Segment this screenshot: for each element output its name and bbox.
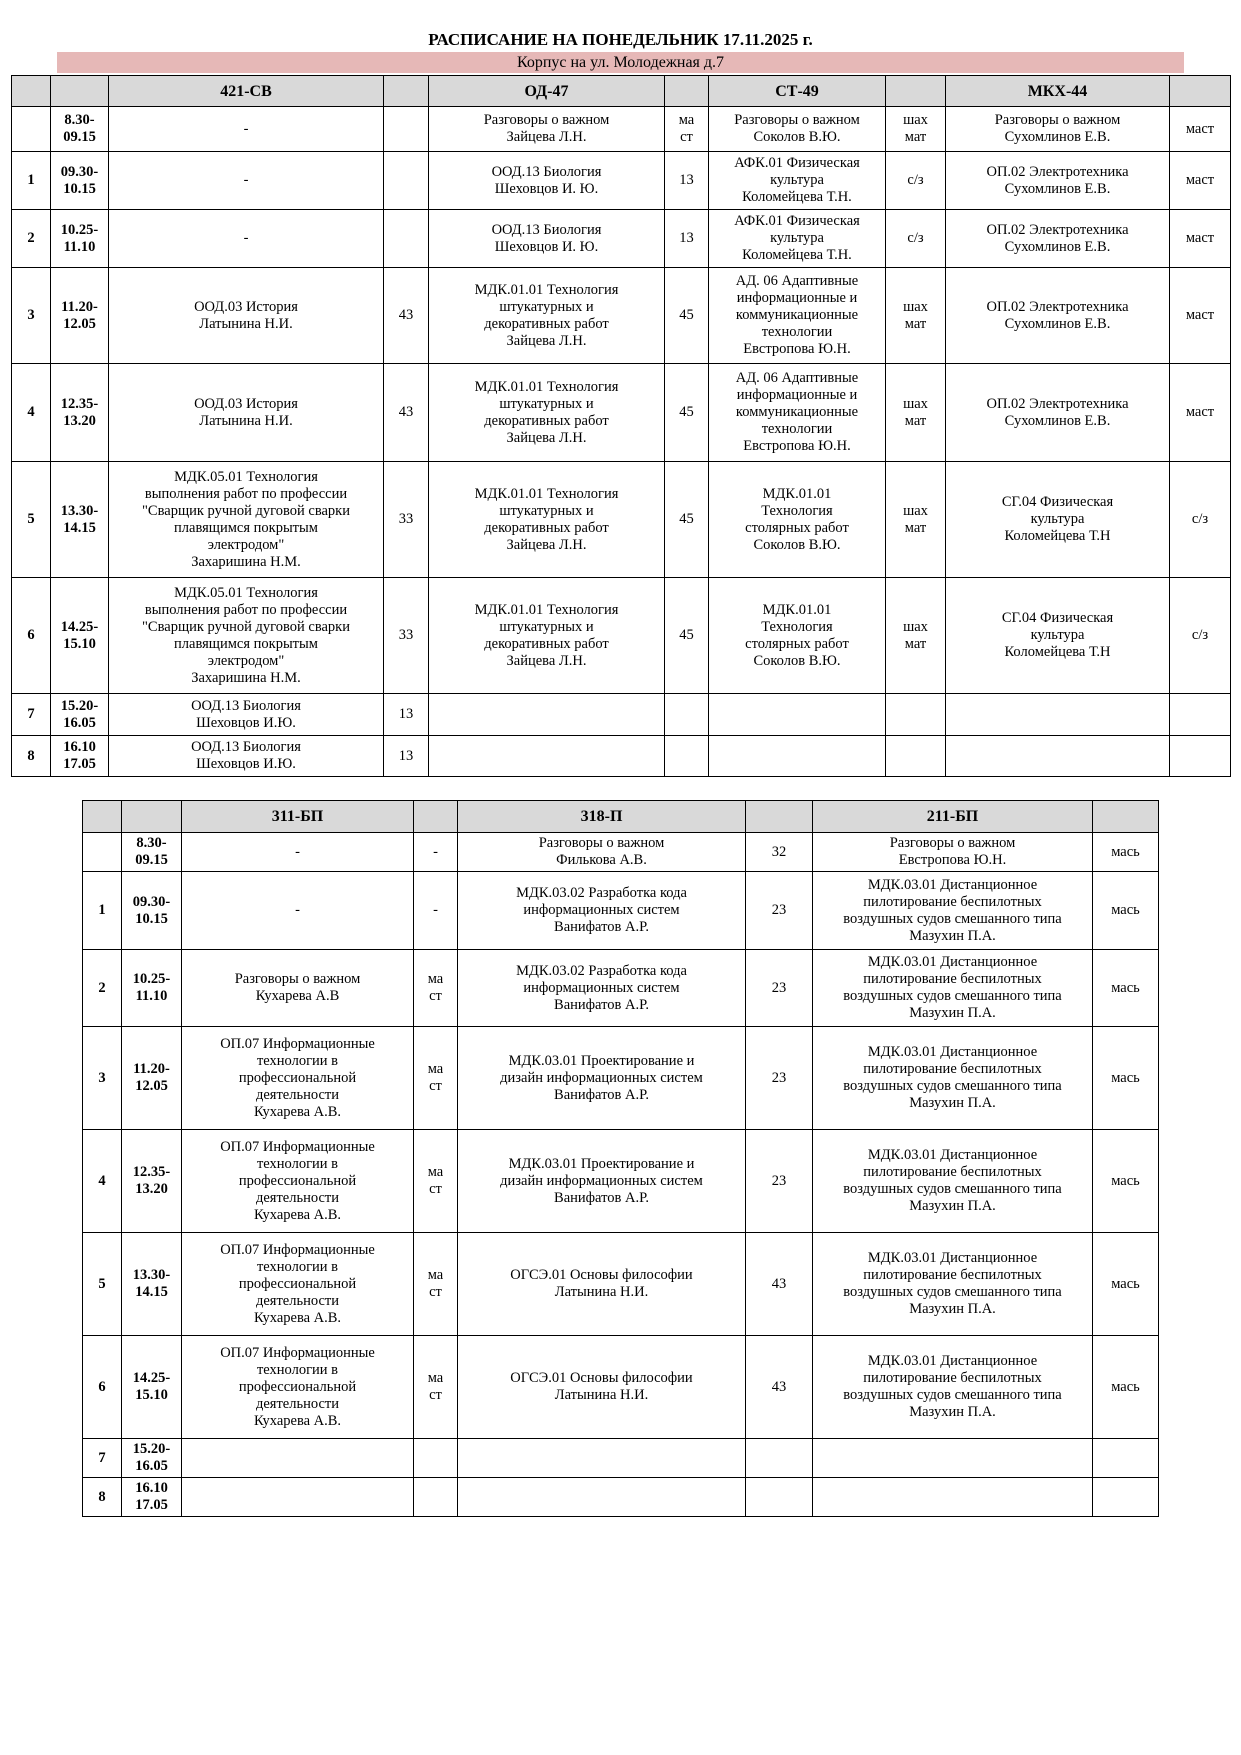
lesson-room: шах мат [886,107,946,152]
lesson-subject: МДК.05.01 Технология выполнения работ по профессии "Сварщик ручной дуговой сварки плавящимся покрытым электродом" Захаришина Н.М. [109,462,384,578]
table-row [12,107,1231,152]
lesson-subject: ОП.02 Электротехника Сухомлинов Е.В. [946,364,1170,462]
table-row [12,578,1231,694]
lesson-time: 14.25- 15.10 [51,578,109,694]
schedule-table-2 [82,800,1159,1517]
table-row [83,872,1159,950]
lesson-room: ма ст [414,950,458,1027]
lesson-room [746,1478,813,1517]
lesson-subject: АФК.01 Физическая культура Коломейцева Т.Н. [709,210,886,268]
lesson-room: - [414,833,458,872]
lesson-room: с/з [1170,578,1231,694]
lesson-subject: МДК.03.01 Дистанционное пилотирование беспилотных воздушных судов смешанного типа Мазухин П.А. [813,1336,1093,1439]
lesson-subject [182,1478,414,1517]
lesson-number: 5 [12,462,51,578]
lesson-room: маст [1170,152,1231,210]
lesson-number: 5 [83,1233,122,1336]
room-header [665,76,709,107]
lesson-room [384,152,429,210]
lesson-subject: Разговоры о важном Сухомлинов Е.В. [946,107,1170,152]
lesson-subject: Разговоры о важном Филькова А.В. [458,833,746,872]
table-row [83,950,1159,1027]
lesson-room: ма ст [414,1233,458,1336]
lesson-subject: АД. 06 Адаптивные информационные и коммуникационные технологии Евстропова Ю.Н. [709,268,886,364]
lesson-subject: АД. 06 Адаптивные информационные и коммуникационные технологии Евстропова Ю.Н. [709,364,886,462]
lesson-room [665,736,709,777]
lesson-time: 8.30- 09.15 [122,833,182,872]
lesson-time: 12.35- 13.20 [51,364,109,462]
lesson-room: маст [1170,364,1231,462]
lesson-time: 12.35- 13.20 [122,1130,182,1233]
lesson-subject: ОП.07 Информационные технологии в профессиональной деятельности Кухарева А.В. [182,1027,414,1130]
lesson-time: 13.30- 14.15 [122,1233,182,1336]
group-header: МКХ-44 [946,76,1170,107]
table-row [12,364,1231,462]
lesson-subject: ООД.03 История Латынина Н.И. [109,268,384,364]
lesson-room: шах мат [886,578,946,694]
lesson-number: 1 [83,872,122,950]
lesson-time: 13.30- 14.15 [51,462,109,578]
lesson-room: мась [1093,1233,1159,1336]
lesson-time: 15.20- 16.05 [122,1439,182,1478]
lesson-room: 33 [384,578,429,694]
lesson-room: мась [1093,833,1159,872]
lesson-time: 14.25- 15.10 [122,1336,182,1439]
lesson-subject: МДК.03.01 Дистанционное пилотирование беспилотных воздушных судов смешанного типа Мазухин П.А. [813,950,1093,1027]
lesson-room: 32 [746,833,813,872]
lesson-number [83,833,122,872]
lesson-time: 09.30- 10.15 [51,152,109,210]
lesson-number: 6 [83,1336,122,1439]
lesson-subject: ООД.13 Биология Шеховцов И.Ю. [109,694,384,736]
lesson-number: 7 [83,1439,122,1478]
lesson-subject: МДК.03.01 Дистанционное пилотирование беспилотных воздушных судов смешанного типа Мазухин П.А. [813,1027,1093,1130]
lesson-subject: Разговоры о важном Кухарева А.В [182,950,414,1027]
room-header [384,76,429,107]
group-header: СТ-49 [709,76,886,107]
lesson-room: ма ст [414,1336,458,1439]
group-header: 421-СВ [109,76,384,107]
lesson-room: мась [1093,1336,1159,1439]
lesson-room: - [414,872,458,950]
lesson-subject: МДК.03.01 Проектирование и дизайн информационных систем Ванифатов А.Р. [458,1130,746,1233]
table-row [83,833,1159,872]
lesson-room: 13 [384,694,429,736]
lesson-subject: ООД.13 Биология Шеховцов И.Ю. [109,736,384,777]
lesson-subject [813,1478,1093,1517]
lesson-time: 15.20- 16.05 [51,694,109,736]
table-row [12,694,1231,736]
schedule-table-1 [11,75,1231,777]
table-row [12,462,1231,578]
building-subtitle: Корпус на ул. Молодежная д.7 [57,52,1184,73]
lesson-subject: МДК.01.01 Технология штукатурных и декоративных работ Зайцева Л.Н. [429,268,665,364]
lesson-room [746,1439,813,1478]
lesson-room: 13 [665,152,709,210]
lesson-room: шах мат [886,268,946,364]
header-num-cell [83,801,122,833]
table-row [83,1233,1159,1336]
lesson-subject [709,694,886,736]
lesson-room: 23 [746,950,813,1027]
lesson-room [1170,736,1231,777]
lesson-room: шах мат [886,462,946,578]
header-row [12,76,1231,107]
lesson-room: 13 [384,736,429,777]
lesson-room [1093,1439,1159,1478]
lesson-room [1093,1478,1159,1517]
lesson-room: 23 [746,1130,813,1233]
lesson-subject: ОГСЭ.01 Основы философии Латынина Н.И. [458,1336,746,1439]
lesson-time: 16.10 17.05 [51,736,109,777]
lesson-subject: ОП.07 Информационные технологии в профессиональной деятельности Кухарева А.В. [182,1130,414,1233]
lesson-room: маст [1170,268,1231,364]
lesson-room: с/з [886,210,946,268]
lesson-subject: СГ.04 Физическая культура Коломейцева Т.Н [946,462,1170,578]
lesson-subject: МДК.05.01 Технология выполнения работ по профессии "Сварщик ручной дуговой сварки плавящимся покрытым электродом" Захаришина Н.М. [109,578,384,694]
lesson-room [384,210,429,268]
lesson-room: 43 [746,1233,813,1336]
lesson-number: 6 [12,578,51,694]
lesson-number: 1 [12,152,51,210]
lesson-subject: МДК.01.01 Технология штукатурных и декоративных работ Зайцева Л.Н. [429,462,665,578]
lesson-time: 11.20- 12.05 [51,268,109,364]
room-header [746,801,813,833]
table-row [12,268,1231,364]
lesson-room: с/з [1170,462,1231,578]
lesson-room [414,1478,458,1517]
group-header: 211-БП [813,801,1093,833]
lesson-subject: МДК.03.01 Проектирование и дизайн информационных систем Ванифатов А.Р. [458,1027,746,1130]
lesson-subject: Разговоры о важном Зайцева Л.Н. [429,107,665,152]
lesson-subject [458,1439,746,1478]
lesson-subject: МДК.03.02 Разработка кода информационных систем Ванифатов А.Р. [458,872,746,950]
room-header [1093,801,1159,833]
lesson-subject [429,736,665,777]
lesson-subject: ОП.02 Электротехника Сухомлинов Е.В. [946,210,1170,268]
header-row [83,801,1159,833]
lesson-number: 8 [83,1478,122,1517]
group-header: 311-БП [182,801,414,833]
lesson-room: шах мат [886,364,946,462]
header-time-cell [51,76,109,107]
table-row [12,210,1231,268]
lesson-room: 45 [665,578,709,694]
lesson-number: 4 [12,364,51,462]
lesson-number: 2 [83,950,122,1027]
lesson-room: с/з [886,152,946,210]
lesson-number: 2 [12,210,51,268]
lesson-subject: - [109,152,384,210]
lesson-room: 23 [746,872,813,950]
lesson-room [414,1439,458,1478]
lesson-room [886,694,946,736]
lesson-room [1170,694,1231,736]
lesson-subject: МДК.01.01 Технология штукатурных и декоративных работ Зайцева Л.Н. [429,364,665,462]
lesson-subject [458,1478,746,1517]
header-time-cell [122,801,182,833]
group-header: ОД-47 [429,76,665,107]
lesson-subject [813,1439,1093,1478]
lesson-subject [182,1439,414,1478]
lesson-subject: - [182,833,414,872]
lesson-subject: МДК.03.02 Разработка кода информационных систем Ванифатов А.Р. [458,950,746,1027]
lesson-time: 10.25- 11.10 [122,950,182,1027]
lesson-room: ма ст [414,1130,458,1233]
table-row [83,1130,1159,1233]
lesson-time: 10.25- 11.10 [51,210,109,268]
lesson-time: 09.30- 10.15 [122,872,182,950]
lesson-room: мась [1093,1130,1159,1233]
lesson-time: 11.20- 12.05 [122,1027,182,1130]
lesson-room [384,107,429,152]
lesson-subject: МДК.03.01 Дистанционное пилотирование беспилотных воздушных судов смешанного типа Мазухин П.А. [813,872,1093,950]
header-num-cell [12,76,51,107]
table-row [83,1027,1159,1130]
lesson-number: 3 [12,268,51,364]
room-header [414,801,458,833]
lesson-subject [946,736,1170,777]
lesson-number: 8 [12,736,51,777]
lesson-subject: ООД.13 Биология Шеховцов И. Ю. [429,210,665,268]
lesson-room [886,736,946,777]
lesson-room: 43 [384,268,429,364]
lesson-room: маст [1170,210,1231,268]
lesson-room: маст [1170,107,1231,152]
lesson-subject: МДК.01.01 Технология штукатурных и декоративных работ Зайцева Л.Н. [429,578,665,694]
lesson-subject: ОП.07 Информационные технологии в профессиональной деятельности Кухарева А.В. [182,1233,414,1336]
lesson-room: 43 [384,364,429,462]
room-header [886,76,946,107]
table-row [83,1336,1159,1439]
lesson-room: ма ст [414,1027,458,1130]
lesson-subject: МДК.01.01 Технология столярных работ Соколов В.Ю. [709,578,886,694]
lesson-subject: Разговоры о важном Евстропова Ю.Н. [813,833,1093,872]
lesson-subject: - [109,107,384,152]
lesson-subject: СГ.04 Физическая культура Коломейцева Т.Н [946,578,1170,694]
lesson-room: 13 [665,210,709,268]
lesson-number: 3 [83,1027,122,1130]
lesson-subject: МДК.01.01 Технология столярных работ Соколов В.Ю. [709,462,886,578]
lesson-room: мась [1093,1027,1159,1130]
lesson-subject: Разговоры о важном Соколов В.Ю. [709,107,886,152]
lesson-number: 7 [12,694,51,736]
lesson-room [665,694,709,736]
lesson-subject [946,694,1170,736]
lesson-room: мась [1093,950,1159,1027]
lesson-subject: - [109,210,384,268]
page-title: РАСПИСАНИЕ НА ПОНЕДЕЛЬНИК 17.11.2025 г. [428,30,813,49]
lesson-number: 4 [83,1130,122,1233]
lesson-subject: ОП.02 Электротехника Сухомлинов Е.В. [946,152,1170,210]
lesson-subject: ООД.13 Биология Шеховцов И. Ю. [429,152,665,210]
lesson-subject: МДК.03.01 Дистанционное пилотирование беспилотных воздушных судов смешанного типа Мазухин П.А. [813,1130,1093,1233]
lesson-subject: АФК.01 Физическая культура Коломейцева Т.Н. [709,152,886,210]
lesson-subject: - [182,872,414,950]
lesson-time: 8.30- 09.15 [51,107,109,152]
lesson-subject: МДК.03.01 Дистанционное пилотирование беспилотных воздушных судов смешанного типа Мазухин П.А. [813,1233,1093,1336]
lesson-subject [429,694,665,736]
table-row [83,1439,1159,1478]
lesson-room: 33 [384,462,429,578]
lesson-subject: ОП.07 Информационные технологии в профессиональной деятельности Кухарева А.В. [182,1336,414,1439]
table-row [12,152,1231,210]
table-row [83,1478,1159,1517]
table-row [12,736,1231,777]
group-header: 318-П [458,801,746,833]
lesson-room: 43 [746,1336,813,1439]
lesson-subject: ОП.02 Электротехника Сухомлинов Е.В. [946,268,1170,364]
room-header [1170,76,1231,107]
lesson-time: 16.10 17.05 [122,1478,182,1517]
lesson-room: 45 [665,364,709,462]
lesson-room: 45 [665,462,709,578]
lesson-room: 45 [665,268,709,364]
lesson-room: ма ст [665,107,709,152]
lesson-number [12,107,51,152]
lesson-subject: ОГСЭ.01 Основы философии Латынина Н.И. [458,1233,746,1336]
lesson-room: 23 [746,1027,813,1130]
lesson-subject: ООД.03 История Латынина Н.И. [109,364,384,462]
lesson-subject [709,736,886,777]
lesson-room: мась [1093,872,1159,950]
